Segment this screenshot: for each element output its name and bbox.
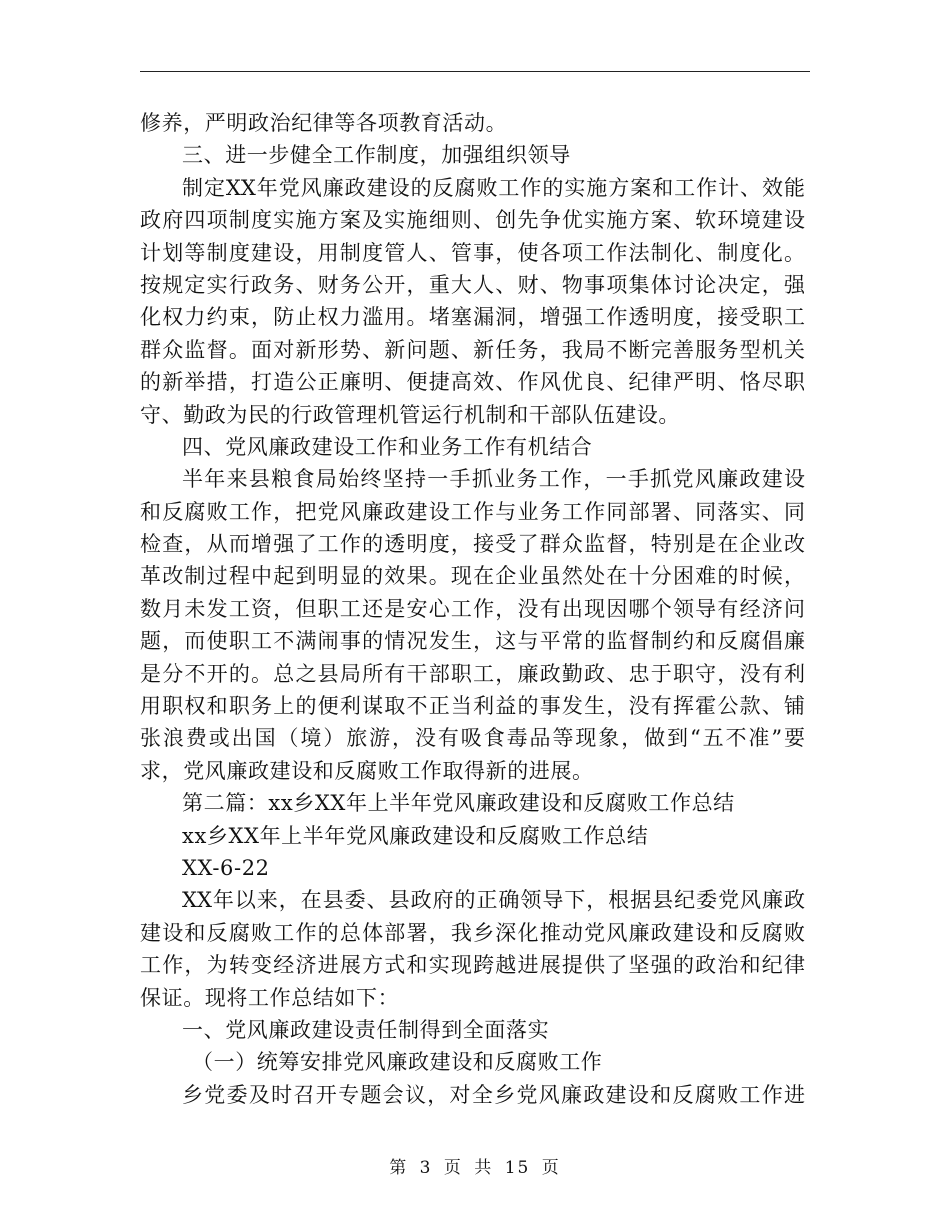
text-line: 是分不开的。总之县局所有干部职工，廉政勤政、忠于职守，没有利 (140, 661, 805, 686)
text-line: 检查，从而增强了工作的透明度，接受了群众监督，特别是在企业改 (140, 532, 805, 557)
text-line: XX年以来，在县委、县政府的正确领导下，根据县纪委党风廉政 (182, 888, 805, 913)
subsection-heading: （一）统筹安排党风廉政建设和反腐败工作 (192, 1050, 603, 1075)
document-body (140, 107, 805, 1111)
article-title: xx乡XX年上半年党风廉政建设和反腐败工作总结 (182, 823, 649, 848)
text-line: 求，党风廉政建设和反腐败工作取得新的进展。 (140, 758, 594, 783)
section-heading: 一、党风廉政建设责任制得到全面落实 (182, 1017, 550, 1042)
text-line: 张浪费或出国（境）旅游，没有吸食毒品等现象，做到“五不准”要 (140, 726, 805, 751)
text-line: 乡党委及时召开专题会议，对全乡党风廉政建设和反腐败工作进 (182, 1082, 805, 1107)
text-line: 半年来县粮食局始终坚持一手抓业务工作，一手抓党风廉政建设 (182, 467, 805, 492)
section-heading: 三、进一步健全工作制度，加强组织领导 (182, 143, 571, 168)
chapter-title: 第二篇：xx乡XX年上半年党风廉政建设和反腐败工作总结 (182, 791, 735, 816)
section-heading: 四、党风廉政建设工作和业务工作有机结合 (182, 434, 593, 459)
text-line: 按规定实行政务、财务公开，重大人、财、物事项集体讨论决定，强 (140, 272, 805, 297)
text-line: 保证。现将工作总结如下： (140, 985, 400, 1010)
text-line: 用职权和职务上的便利谋取不正当利益的事发生，没有挥霍公款、铺 (140, 694, 805, 719)
text-line: 数月未发工资，但职工还是安心工作，没有出现因哪个领导有经济问 (140, 596, 805, 621)
text-line: 工作，为转变经济进展方式和实现跨越进展提供了坚强的政治和纪律 (140, 953, 805, 978)
page-footer: 第 3 页 共 15 页 (389, 1158, 561, 1178)
text-line: 守、勤政为民的行政管理机管运行机制和干部队伍建设。 (140, 402, 680, 427)
text-line: 群众监督。面对新形势、新问题、新任务，我局不断完善服务型机关 (140, 337, 805, 362)
header-rule (140, 71, 810, 72)
text-line: 化权力约束，防止权力滥用。堵塞漏洞，增强工作透明度，接受职工 (140, 305, 805, 330)
text-line: 政府四项制度实施方案及实施细则、创先争优实施方案、软环境建设 (140, 208, 805, 233)
text-line: 革改制过程中起到明显的效果。现在企业虽然处在十分困难的时候， (140, 564, 805, 589)
text-line: 和反腐败工作，把党风廉政建设工作与业务工作同部署、同落实、同 (140, 499, 805, 524)
text-line: 制定XX年党风廉政建设的反腐败工作的实施方案和工作计、效能 (182, 175, 805, 200)
text-line: 题，而使职工不满闹事的情况发生，这与平常的监督制约和反腐倡廉 (140, 629, 805, 654)
text-line: 修养，严明政治纪律等各项教育活动。 (140, 111, 508, 135)
text-line: 建设和反腐败工作的总体部署，我乡深化推动党风廉政建设和反腐败 (140, 920, 805, 945)
article-date: XX-6-22 (182, 855, 270, 880)
text-line: 计划等制度建设，用制度管人、管事，使各项工作法制化、制度化。 (140, 240, 805, 265)
text-line: 的新举措，打造公正廉明、便捷高效、作风优良、纪律严明、恪尽职 (140, 370, 805, 395)
